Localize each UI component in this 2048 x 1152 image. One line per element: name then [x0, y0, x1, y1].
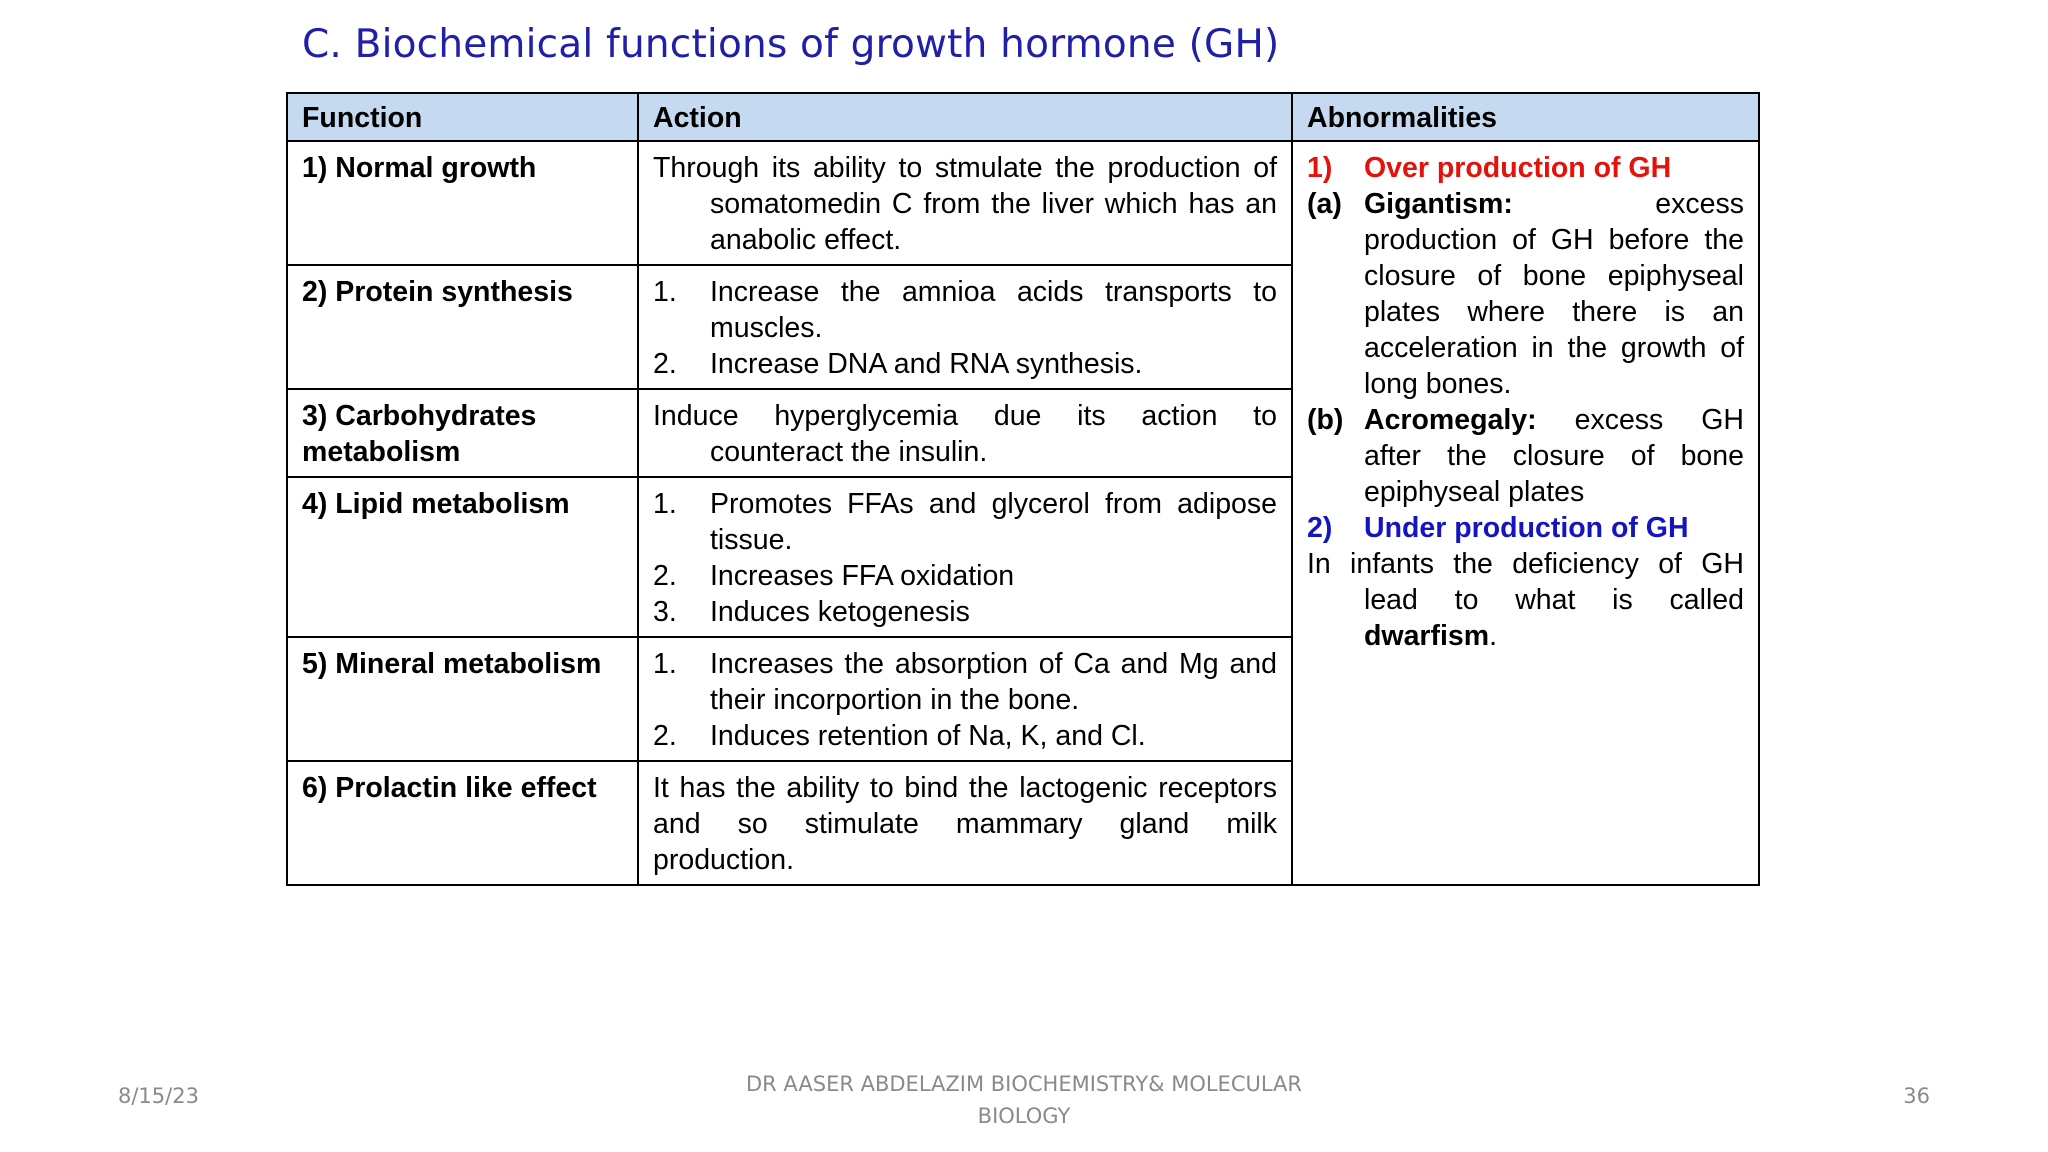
- list-item: 3. Induces ketogenesis: [653, 596, 970, 628]
- under-production-heading: 2) Under production of GH: [1307, 512, 1689, 544]
- page-number: 36: [1903, 1084, 1930, 1108]
- acromegaly-item: (b) Acromegaly: excess GH after the closure of bone epiphyseal plates: [1307, 404, 1745, 508]
- list-item: 1. Increase the amnioa acids transports to muscles.: [653, 276, 1277, 344]
- footer-date: 8/15/23: [118, 1084, 199, 1108]
- footer-author-line2: BIOLOGY: [977, 1104, 1071, 1128]
- list-item: 2. Increases FFA oxidation: [653, 560, 1015, 592]
- function-cell: 6) Prolactin like effect: [287, 761, 638, 885]
- function-cell: 5) Mineral metabolism: [287, 637, 638, 761]
- list-item: 2. Increase DNA and RNA synthesis.: [653, 348, 1143, 380]
- function-cell: 4) Lipid metabolism: [287, 477, 638, 637]
- action-cell: [638, 761, 1292, 885]
- action-cell: [638, 141, 1292, 265]
- list-item: 1. Promotes FFAs and glycerol from adipose tissue.: [653, 488, 1277, 556]
- action-cell: [638, 477, 1292, 637]
- slide-title: C. Biochemical functions of growth hormone (GH): [302, 22, 1280, 67]
- action-text: Induce hyperglycemia due its action to counteract the insulin.: [653, 400, 1277, 468]
- table-row: [287, 141, 1759, 265]
- under-production-text: In infants the deficiency of GH lead to what is called dwarfism.: [1307, 548, 1744, 652]
- gigantism-text: excess production of GH before the closure of bone epiphyseal plates where there is an acceleration in the growth of long bones.: [1364, 188, 1744, 400]
- header-function: Function: [287, 93, 638, 141]
- action-text: Through its ability to stmulate the production of somatomedin C from the liver which has an anabolic effect.: [653, 152, 1277, 256]
- dwarfism-term: dwarfism: [1364, 620, 1490, 652]
- footer-author: [700, 1068, 1348, 1132]
- abnormalities-cell: [1292, 141, 1759, 885]
- gh-functions-table: [286, 92, 1760, 886]
- function-cell: 1) Normal growth: [287, 141, 638, 265]
- action-cell: [638, 265, 1292, 389]
- function-cell: 2) Protein synthesis: [287, 265, 638, 389]
- gigantism-term: Gigantism:: [1364, 188, 1513, 220]
- list-item: 1. Increases the absorption of Ca and Mg and their incorportion in the bone.: [653, 648, 1277, 716]
- over-production-heading: 1) Over production of GH: [1307, 152, 1672, 184]
- gigantism-item: (a) Gigantism: excess production of GH before the closure of bone epiphyseal plates where there is an acceleration in the growth of long bones.: [1307, 188, 1744, 400]
- action-cell: [638, 389, 1292, 477]
- table-header-row: [287, 93, 1759, 141]
- function-cell: 3) Carbohydrates metabolism: [287, 389, 638, 477]
- action-text: It has the ability to bind the lactogenic receptors and so stimulate mammary gland milk production.: [653, 772, 1277, 876]
- header-action: Action: [638, 93, 1292, 141]
- acromegaly-term: Acromegaly:: [1364, 404, 1537, 436]
- action-cell: [638, 637, 1292, 761]
- list-item: 2. Induces retention of Na, K, and Cl.: [653, 720, 1146, 752]
- acromegaly-text: excess GH after the closure of bone epiphyseal plates: [1364, 404, 1745, 508]
- footer-author-line1: DR AASER ABDELAZIM BIOCHEMISTRY& MOLECULAR: [746, 1072, 1302, 1096]
- header-abnormalities: Abnormalities: [1292, 93, 1759, 141]
